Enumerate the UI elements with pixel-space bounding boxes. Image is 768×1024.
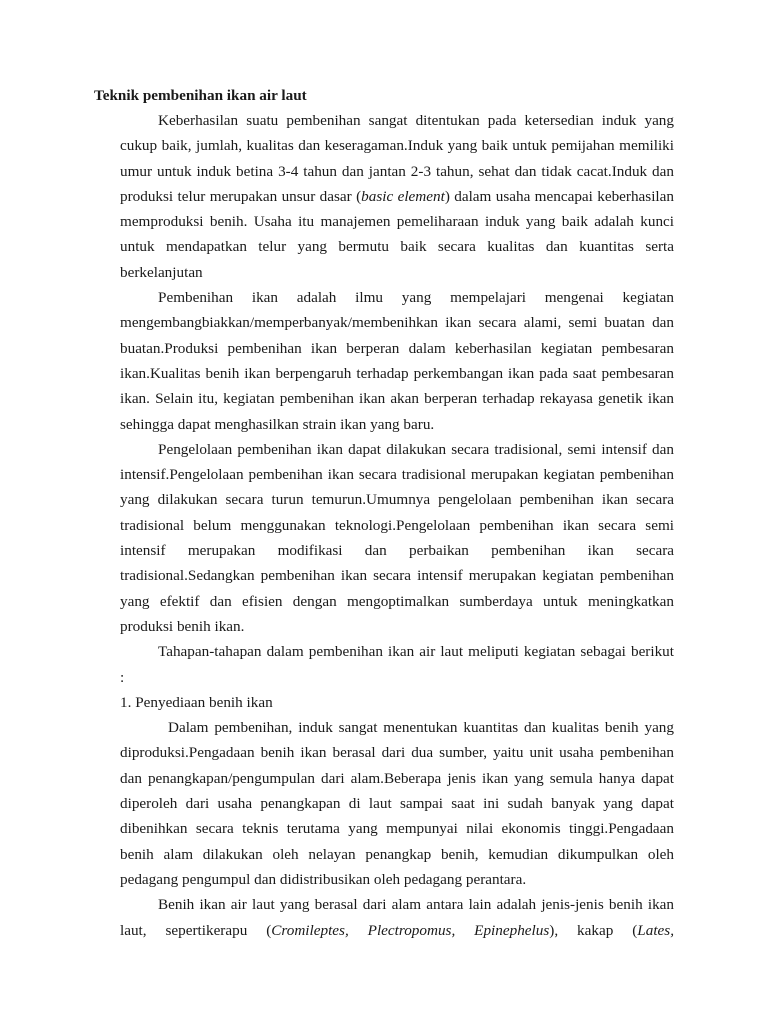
paragraph-seed-supply: Dalam pembenihan, induk sangat menentukan kuantitas dan kualitas benih yang diproduksi.Pengadaan benih ikan berasal dari dua sumber, yaitu unit usaha pembenihan dan penangkapan/pengumpulan dari alam.Beberapa jenis ikan yang semula hanya dapat diperoleh dari usaha penangkapan di laut sampai saat ini sudah banyak yang dapat dibenihkan secara teknis terutama yang mempunyai nilai ekonomis tinggi.Pengadaan benih alam dilakukan oleh nelayan penangkap benih, kemudian dikumpulkan oleh pedagang pengumpul dan didistribusikan oleh pedagang perantara. — [120, 719, 674, 888]
paragraph-wild-seed-italic-1: Cromileptes, Plectropomus, Epinephelus — [271, 921, 550, 939]
paragraph-broodstock — [120, 108, 674, 285]
list-item-seed-supply: 1. Penyediaan benih ikan — [120, 693, 273, 711]
paragraph-broodstock-text: Keberhasilan suatu pembenihan sangat ditentukan pada ketersedian induk yang cukup baik, jumlah, kualitas dan keseragaman.Induk yang baik untuk pemijahan memiliki umur untuk induk betina 3-4 tahun dan jantan 2-3 tahun, sehat dan tidak cacat.Induk dan produksi telur merupakan unsur dasar ( — [120, 112, 674, 205]
paragraph-stages: Tahapan-tahapan dalam pembenihan ikan air laut meliputi kegiatan sebagai berikut — [158, 643, 674, 661]
document-body — [120, 108, 674, 943]
paragraph-broodstock-end: ) dalam usaha mencapai keberhasilan memproduksi benih. Usaha itu manajemen pemeliharaan induk yang baik adalah kunci untuk mendapatkan telur yang bermutu baik secara kualitas dan kuantitas serta berkelanjutan — [120, 187, 674, 281]
paragraph-stages-colon: : — [120, 668, 125, 686]
document-title: Teknik pembenihan ikan air laut — [94, 87, 307, 104]
paragraph-definition: Pembenihan ikan adalah ilmu yang mempelajari mengenai kegiatan mengembangbiakkan/memperbanyak/membenihkan ikan secara alami, semi buatan dan buatan.Produksi pembenihan ikan berperan dalam keberhasilan kegiatan pembesaran ikan.Kualitas benih ikan berpengaruh terhadap perkembangan ikan pada saat pembesaran ikan. Selain itu, kegiatan pembenihan ikan akan berperan terhadap rekayasa genetik ikan sehingga dapat menghasilkan strain ikan yang baru. — [120, 289, 674, 433]
paragraph-wild-seed-text: Benih ikan air laut yang berasal dari alam antara lain adalah jenis-jenis benih ikan laut, sepertikerapu ( — [120, 896, 674, 939]
paragraph-wild-seed-italic-2: Lates, — [637, 921, 674, 939]
paragraph-wild-seed-mid: ), kakap ( — [549, 921, 638, 939]
paragraph-wild-seed — [120, 892, 674, 943]
paragraph-broodstock-italic: basic element — [361, 187, 445, 205]
paragraph-management: Pengelolaan pembenihan ikan dapat dilakukan secara tradisional, semi intensif dan intensif.Pengelolaan pembenihan ikan secara tradisional merupakan kegiatan pembenihan yang dilakukan secara turun temurun.Umumnya pengelolaan pembenihan ikan secara tradisional belum menggunakan teknologi.Pengelolaan pembenihan ikan secara semi intensif merupakan modifikasi dan perbaikan pembenihan ikan secara tradisional.Sedangkan pembenihan ikan secara intensif merupakan kegiatan pembenihan yang efektif dan efisien dengan mengoptimalkan sumberdaya untuk meningkatkan produksi benih ikan. — [120, 440, 674, 635]
